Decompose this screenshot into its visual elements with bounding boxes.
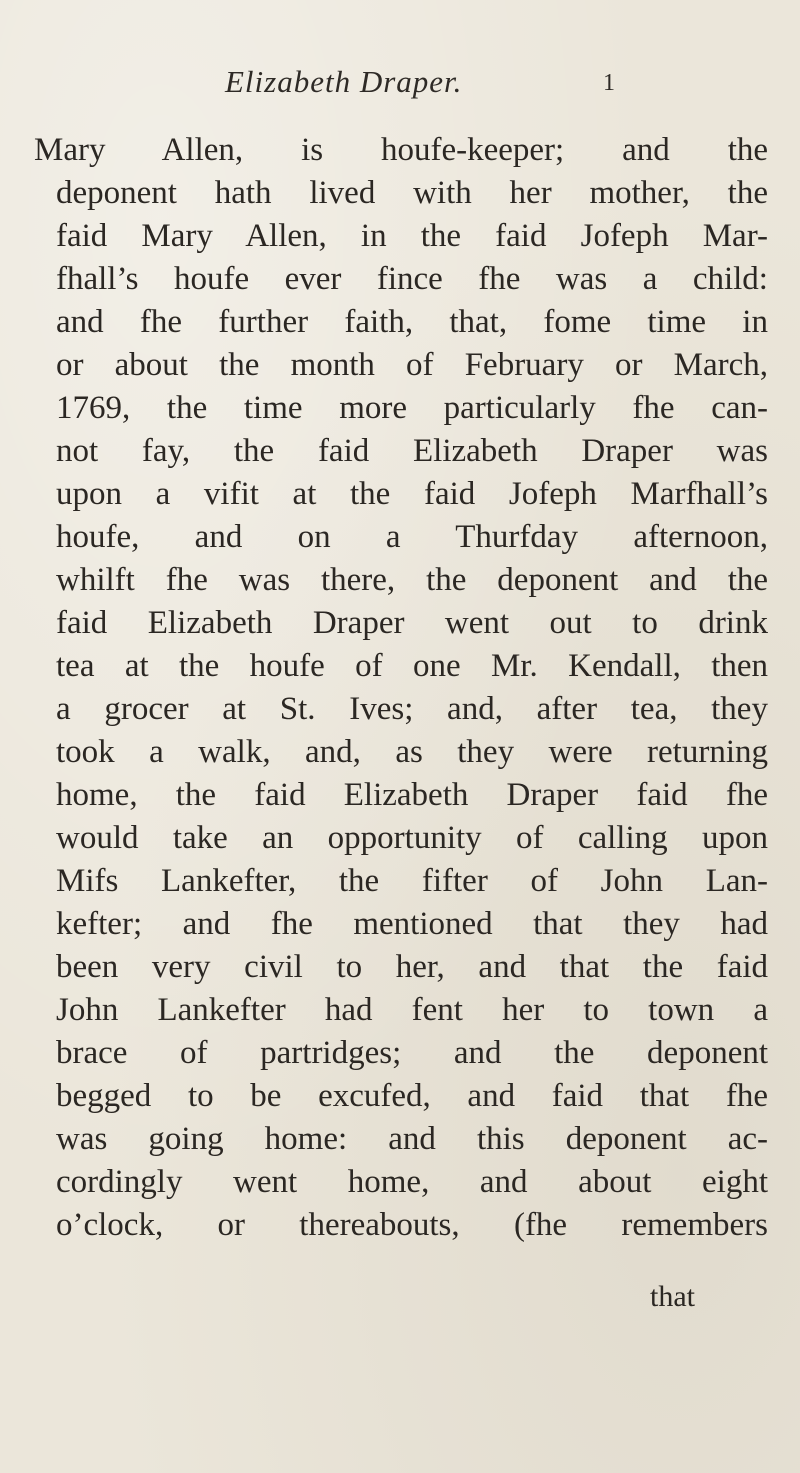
text-line: upon a vifit at the faid Jofeph Marfhall’s bbox=[56, 476, 768, 512]
text-line: fhall’s houfe ever fince fhe was a child: bbox=[56, 261, 768, 297]
text-line: kefter; and fhe mentioned that they had bbox=[56, 906, 769, 942]
text-line: was going home: and this deponent ac- bbox=[56, 1121, 769, 1157]
text-line: and fhe further faith, that, fome time in bbox=[56, 304, 768, 340]
text-line: whilft fhe was there, the deponent and the bbox=[56, 562, 769, 598]
text-line: o’clock, or thereabouts, (fhe remembers bbox=[56, 1207, 768, 1243]
text-line: would take an opportunity of calling upon bbox=[56, 820, 768, 856]
text-line: begged to be excufed, and faid that fhe bbox=[56, 1078, 768, 1114]
text-line: John Lankefter had fent her to town a bbox=[56, 992, 768, 1028]
text-line: brace of partridges; and the deponent bbox=[56, 1035, 769, 1071]
text-line: Mary Allen, is houfe-keeper; and the bbox=[34, 132, 769, 168]
text-line: deponent hath lived with her mother, the bbox=[56, 175, 768, 211]
text-line: faid Elizabeth Draper went out to drink bbox=[56, 605, 768, 641]
text-line: or about the month of February or March, bbox=[56, 347, 768, 383]
text-line: Mifs Lankefter, the fifter of John Lan- bbox=[56, 863, 768, 899]
running-title: Elizabeth Draper. bbox=[225, 64, 463, 99]
text-line: been very civil to her, and that the faid bbox=[56, 949, 769, 985]
text-line: cordingly went home, and about eight bbox=[56, 1164, 768, 1200]
text-line: 1769, the time more particularly fhe can- bbox=[56, 390, 768, 426]
catchword: that bbox=[650, 1280, 695, 1313]
text-line: took a walk, and, as they were returning bbox=[56, 734, 769, 770]
text-line: faid Mary Allen, in the faid Jofeph Mar- bbox=[56, 218, 769, 254]
page-number: 1 bbox=[603, 70, 615, 96]
text-line: houfe, and on a Thurfday afternoon, bbox=[56, 519, 769, 555]
text-line: home, the faid Elizabeth Draper faid fhe bbox=[56, 777, 768, 813]
text-line: not fay, the faid Elizabeth Draper was bbox=[56, 433, 769, 469]
text-line: tea at the houfe of one Mr. Kendall, then bbox=[56, 648, 769, 684]
text-line: a grocer at St. Ives; and, after tea, they bbox=[56, 691, 768, 727]
running-head bbox=[0, 64, 800, 104]
